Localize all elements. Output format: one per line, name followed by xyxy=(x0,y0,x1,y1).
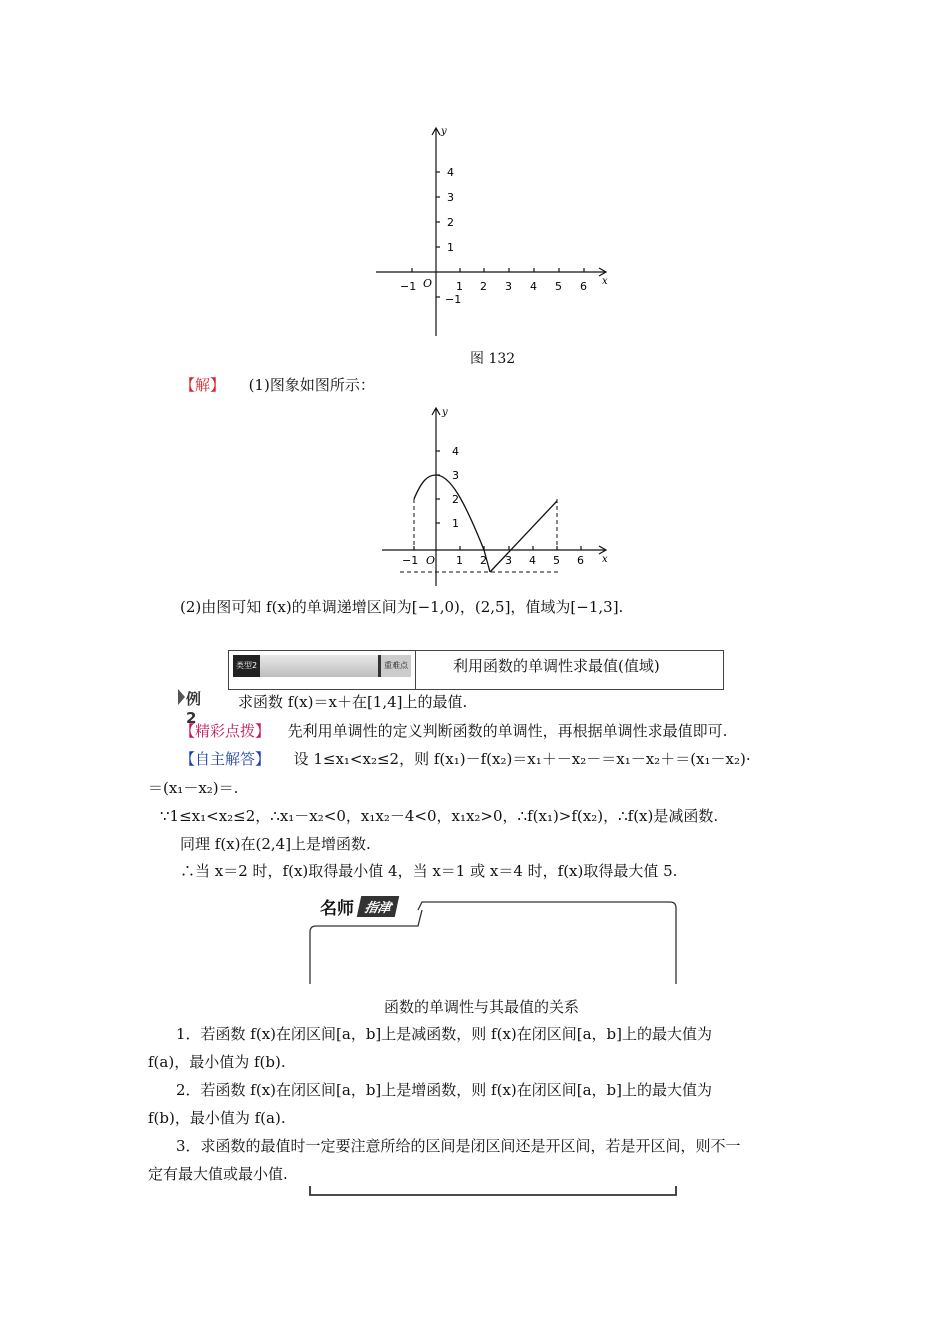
figure-132-axes xyxy=(370,120,620,345)
figure1-origin: O xyxy=(423,277,433,290)
figure1-ytick: 4 xyxy=(447,166,454,179)
solution-line xyxy=(180,374,375,396)
figure1-ytick: 2 xyxy=(447,216,454,229)
figure2-y-label: y xyxy=(442,407,448,418)
answer-line-3: ∵1≤x₁<x₂≤2，∴x₁－x₂<0，x₁x₂－4<0，x₁x₂>0，∴f(x₁)>f(x₂)，∴f(x)是减函数. xyxy=(160,807,719,825)
type-title: 利用函数的单调性求最值(值域) xyxy=(453,657,660,675)
teacher-p3a: 3．求函数的最值时一定要注意所给的区间是闭区间还是开区间，若是开区间，则不一 xyxy=(176,1137,741,1155)
teacher-p1b: f(a)，最小值为 f(b). xyxy=(148,1053,286,1071)
solution-tag: 【解】 xyxy=(180,376,226,394)
solution-graph xyxy=(378,402,618,588)
answer-line-2: ＝(x₁－x₂)＝. xyxy=(148,779,239,797)
figure2-xtick: 2 xyxy=(480,554,487,567)
type-side-label: 重难点 xyxy=(378,655,411,677)
figure2-ytick: 1 xyxy=(452,517,459,530)
teacher-title-a: 名师 xyxy=(320,899,354,919)
figure2-ytick: 2 xyxy=(452,493,459,506)
figure2-xtick: 5 xyxy=(553,554,560,567)
graph-curve-line xyxy=(490,501,557,572)
type-divider xyxy=(415,651,416,689)
figure2-ytick: 4 xyxy=(452,445,459,458)
hint-tag: 【精彩点拨】 xyxy=(180,722,271,740)
type-banner xyxy=(233,655,411,677)
answer-line-4: 同理 f(x)在(2,4]上是增函数. xyxy=(180,835,371,853)
figure-caption: 图 132 xyxy=(470,351,516,367)
figure2-xtick: 4 xyxy=(529,554,536,567)
figure1-xtick: 4 xyxy=(530,280,537,293)
figure1-xtick: 6 xyxy=(580,280,587,293)
figure2-ytick: 3 xyxy=(452,469,459,482)
teacher-title xyxy=(320,894,397,920)
figure2-xtick: 1 xyxy=(456,554,463,567)
teacher-p2a: 2．若函数 f(x)在闭区间[a，b]上是增函数，则 f(x)在闭区间[a，b]上的最大值为 xyxy=(176,1081,713,1099)
example-tag-text: 例2 xyxy=(186,690,202,727)
graph-curve-parabola xyxy=(414,475,484,550)
teacher-heading: 函数的单调性与其最值的关系 xyxy=(384,998,580,1016)
answer-line-1 xyxy=(180,748,751,770)
figure2-xtick: 3 xyxy=(505,554,512,567)
figure2-x-label: x xyxy=(602,554,608,565)
figure1-xtick: 5 xyxy=(555,280,562,293)
type-section-box xyxy=(228,650,724,690)
type-tag: 类型2 xyxy=(233,655,260,677)
figure1-ytick: 1 xyxy=(447,241,454,254)
hint-text: 先利用单调性的定义判断函数的单调性，再根据单调性求最值即可. xyxy=(287,722,728,740)
answer-tag: 【自主解答】 xyxy=(180,750,271,768)
figure2-xtick: 6 xyxy=(577,554,584,567)
answer-line-5: ∴当 x＝2 时，f(x)取得最小值 4，当 x＝1 或 x＝4 时，f(x)取得最大值 5. xyxy=(180,862,678,880)
figure2-xtick: −1 xyxy=(402,554,419,567)
figure2-origin: O xyxy=(426,554,436,567)
figure1-xtick: 2 xyxy=(480,280,487,293)
teacher-title-b: 指津 xyxy=(357,896,399,917)
teacher-p3b: 定有最大值或最小值. xyxy=(148,1165,288,1183)
answer-text-1: 设 1≤x₁<x₂≤2，则 f(x₁)－f(x₂)＝x₁＋－x₂－＝x₁－x₂＋＝(x₁－x₂)· xyxy=(293,750,751,768)
figure1-xtick: 1 xyxy=(456,280,463,293)
example-text: 求函数 f(x)＝x＋在[1,4]上的最值. xyxy=(238,693,468,711)
solution-part1: (1)图象如图所示： xyxy=(248,376,375,394)
figure1-x-label: x xyxy=(602,276,608,287)
figure1-y-label: y xyxy=(441,126,447,137)
figure1-xtick: 3 xyxy=(505,280,512,293)
figure1-xtick: −1 xyxy=(400,280,417,293)
figure1-ytick: 3 xyxy=(447,191,454,204)
hint-line xyxy=(180,720,727,742)
solution-part2: (2)由图可知 f(x)的单调递增区间为[−1,0)，(2,5]，值域为[−1,3]. xyxy=(180,598,624,616)
teacher-p2b: f(b)，最小值为 f(a). xyxy=(148,1109,286,1127)
figure1-ytick: −1 xyxy=(445,293,462,306)
example-arrow-icon xyxy=(178,689,185,705)
teacher-p1a: 1．若函数 f(x)在闭区间[a，b]上是减函数，则 f(x)在闭区间[a，b]上的最大值为 xyxy=(176,1025,713,1043)
